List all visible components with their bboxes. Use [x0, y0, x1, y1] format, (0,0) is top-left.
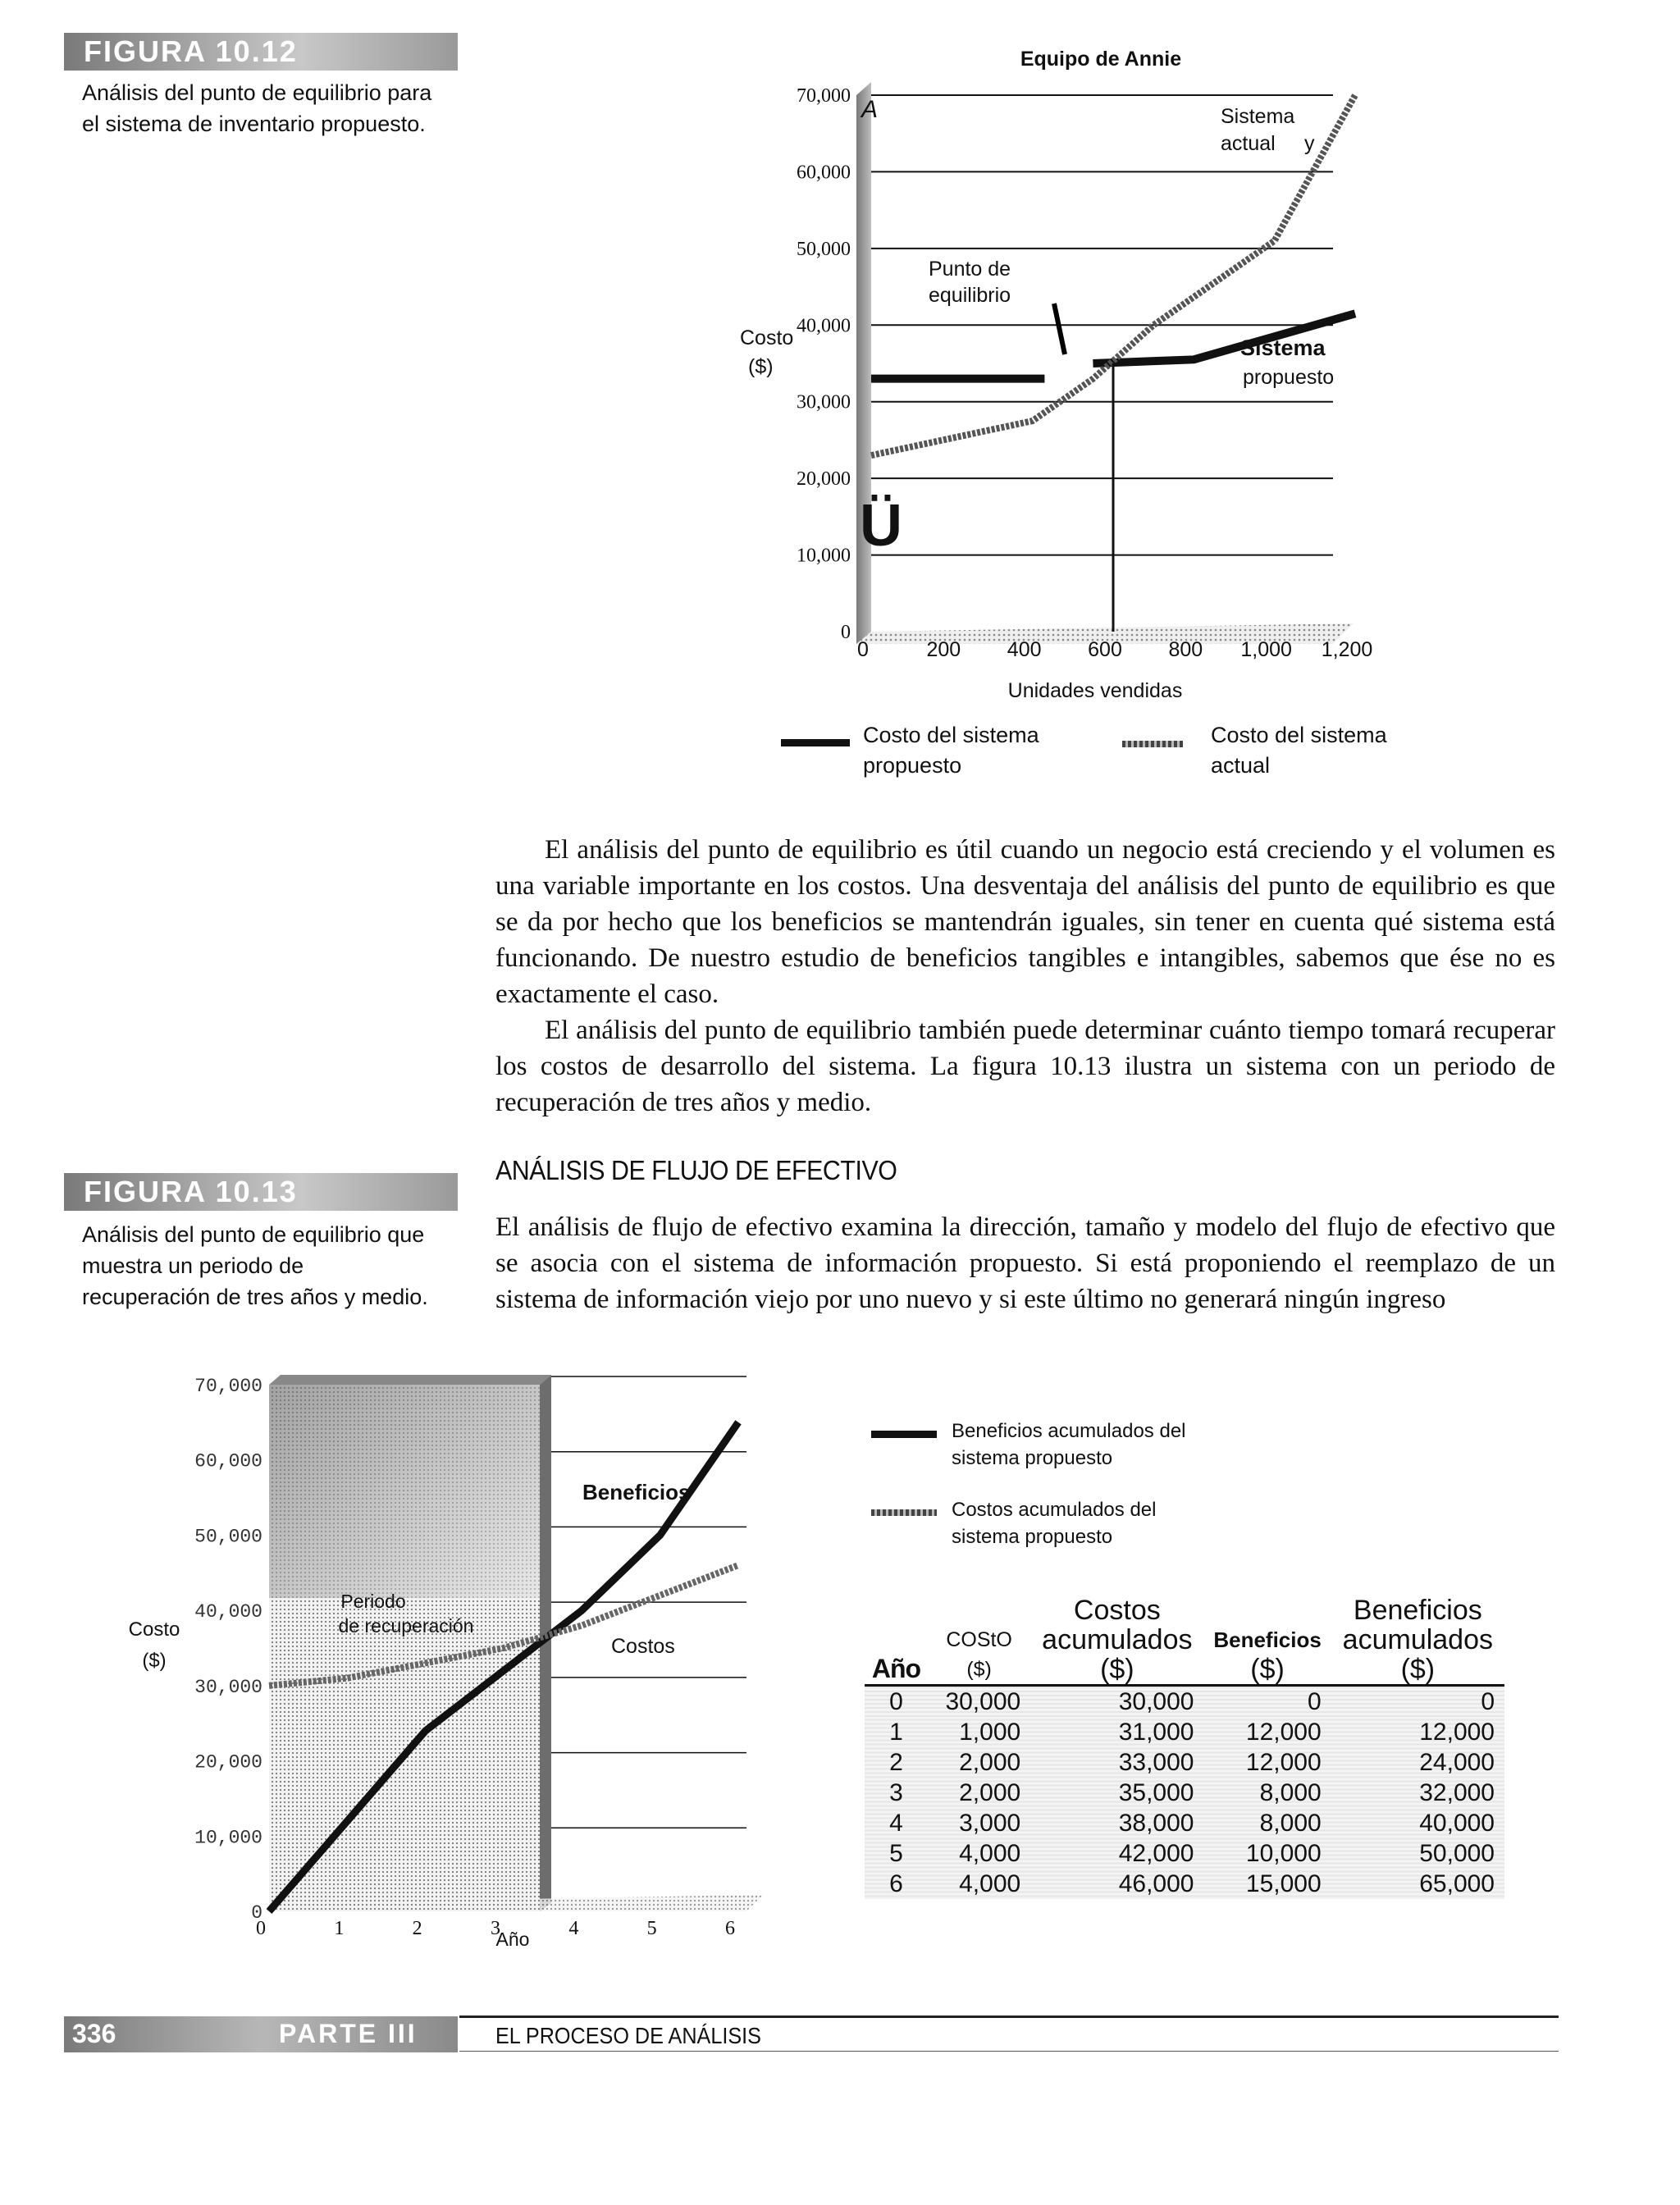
th-benefit: Beneficios ($): [1213, 1628, 1322, 1685]
y2-tick-label: 0: [251, 1902, 262, 1924]
table-row: [865, 1808, 1504, 1838]
benefits-label: Beneficios: [582, 1480, 691, 1504]
table-cell: 31,000: [1118, 1718, 1194, 1746]
y2-tick-label: 30,000: [194, 1676, 262, 1698]
table-row: [865, 1869, 1504, 1899]
body-text-2: [495, 1209, 1555, 1317]
figure-12-caption: Análisis del punto de equilibrio para el sistema de inventario propuesto.: [82, 80, 432, 136]
figure-13-tag: FIGURA 10.13: [84, 1175, 298, 1208]
payback-table-wrap: [865, 1596, 1504, 1899]
table-cell: 1,000: [959, 1718, 1021, 1746]
table-row: [865, 1838, 1504, 1869]
table-cell: 42,000: [1118, 1839, 1194, 1867]
footer-rule: [459, 2016, 1559, 2018]
table-cell: 30,000: [945, 1687, 1021, 1715]
y2-tick-label: 70,000: [194, 1376, 262, 1397]
x2-tick-label: 5: [646, 1918, 657, 1939]
legend-costs: Costos acumulados del sistema propuesto: [952, 1499, 1157, 1548]
table-cell: 8,000: [1259, 1778, 1322, 1806]
table-cell: 6: [889, 1869, 903, 1897]
table-cell: 2,000: [959, 1778, 1021, 1806]
footer-section: EL PROCESO DE ANÁLISIS: [495, 2023, 761, 2048]
table-row: [865, 1778, 1504, 1808]
actual-label-1: Sistema: [1221, 105, 1295, 128]
costs-label: Costos: [611, 1635, 675, 1658]
x2-tick-label: 4: [568, 1918, 579, 1939]
y2-tick-label: 10,000: [194, 1827, 262, 1849]
figure-13-caption: Análisis del punto de equilibrio que muestra un periodo de recuperación de tres años y medio.: [82, 1222, 428, 1309]
table-cell: 50,000: [1419, 1839, 1495, 1867]
th-cost: COStO ($): [946, 1628, 1012, 1681]
payback-region-shade: [269, 1385, 540, 1598]
table-cell: 8,000: [1259, 1809, 1322, 1837]
actual-label-mark: y: [1304, 132, 1315, 155]
wall-letter-a: A: [861, 96, 879, 123]
legend-proposed: Costo del sistema propuesto: [863, 723, 1039, 778]
payback-table: [865, 1596, 1504, 1899]
table-row: [865, 1717, 1504, 1747]
figure-12-tag: FIGURA 10.12: [84, 34, 298, 68]
y-tick-label: 10,000: [797, 545, 851, 567]
table-cell: 35,000: [1118, 1778, 1194, 1806]
actual-label-2: actual: [1221, 132, 1276, 155]
payback-label-1: Periodo: [340, 1591, 406, 1612]
table-cell: 46,000: [1118, 1869, 1194, 1897]
x-tick-label: 1,000: [1240, 638, 1292, 661]
payback-chart: [123, 1362, 779, 1952]
footer-rule-bottom: [459, 2051, 1559, 2052]
y-tick-label: 20,000: [797, 468, 851, 491]
breakeven-pointer: [1054, 304, 1065, 354]
table-cell: 4,000: [959, 1839, 1021, 1867]
x-tick-label: 400: [1007, 638, 1042, 661]
chart-title: Equipo de Annie: [1020, 48, 1182, 71]
y-tick-label: 30,000: [797, 391, 851, 413]
payback-label-2: de recuperación: [338, 1615, 474, 1637]
table-cell: 32,000: [1419, 1778, 1495, 1806]
breakeven-label-2: equilibrio: [929, 284, 1011, 307]
table-cell: 12,000: [1419, 1718, 1495, 1746]
table-cell: 2: [889, 1748, 903, 1776]
table-cell: 12,000: [1245, 1748, 1322, 1776]
table-cell: 15,000: [1245, 1869, 1322, 1897]
th-cum-cost: Costos acumulados ($): [1042, 1595, 1193, 1685]
x2-tick-label: 1: [334, 1918, 345, 1939]
table-cell: 3,000: [959, 1809, 1021, 1837]
x2-tick-label: 6: [725, 1918, 735, 1939]
payback-top: [269, 1375, 551, 1385]
table-cell: 38,000: [1118, 1809, 1194, 1837]
y-tick-label: 60,000: [797, 162, 851, 184]
x2-tick-label: 3: [491, 1918, 500, 1939]
breakeven-label-1: Punto de: [929, 258, 1011, 281]
legend-benefits: Beneficios acumulados del sistema propuesto: [952, 1420, 1186, 1469]
legend-swatch-proposed: [781, 739, 850, 746]
breakeven-chart: [697, 33, 1378, 702]
table-cell: 4,000: [959, 1869, 1021, 1897]
paragraph-3: El análisis de flujo de efectivo examina la dirección, tamaño y modelo del flujo de efectivo que se asocia con el sistema de información propuesto. Si está proponiendo el reemplazo de un sistema de información viejo por uno nuevo y si este último no generará ningún ingreso: [495, 1212, 1555, 1314]
table-cell: 1: [889, 1718, 903, 1746]
x2-tick-label: 0: [256, 1918, 266, 1939]
x-tick-label: 1,200: [1321, 638, 1373, 661]
legend-swatch-benefits: [871, 1431, 937, 1438]
x2-tick-label: 2: [412, 1918, 422, 1939]
paragraph-1: El análisis del punto de equilibrio es útil cuando un negocio está creciendo y el volumen es una variable importante en los costos. Una desventaja del análisis del punto de equilibrio es que se da por hecho que los beneficios se mantendrán iguales, sin tener en cuenta qué sistema está funcionando. De nuestro estudio de beneficios tangibles e intangibles, sabemos que ése no es exactamente el caso.: [495, 835, 1555, 1009]
legend-swatch-costs: [871, 1509, 937, 1516]
table-row: [865, 1686, 1504, 1718]
y-tick-label: 50,000: [797, 238, 851, 260]
y-tick-label: 70,000: [797, 85, 851, 107]
table-cell: 33,000: [1118, 1748, 1194, 1776]
x-tick-label: 800: [1168, 638, 1203, 661]
table-cell: 12,000: [1245, 1718, 1322, 1746]
table-cell: 5: [889, 1839, 903, 1867]
y-tick-label: 40,000: [797, 315, 851, 337]
table-cell: 4: [889, 1809, 903, 1837]
x-tick-label: 600: [1088, 638, 1122, 661]
proposed-label-2: propuesto: [1243, 366, 1335, 389]
table-cell: 40,000: [1419, 1809, 1495, 1837]
footer-part: PARTE III: [279, 2019, 418, 2048]
body-text: [495, 832, 1555, 1121]
x-axis-label-2: Año: [495, 1929, 530, 1950]
y2-tick-label: 40,000: [194, 1601, 262, 1623]
table-cell: 65,000: [1419, 1869, 1495, 1897]
table-cell: 10,000: [1245, 1839, 1322, 1867]
table-row: [865, 1747, 1504, 1778]
table-cell: 2,000: [959, 1748, 1021, 1776]
y2-tick-label: 50,000: [194, 1526, 262, 1548]
y2-tick-label: 20,000: [194, 1751, 262, 1774]
table-cell: 30,000: [1118, 1687, 1194, 1715]
x-tick-label: 200: [926, 638, 961, 661]
wall-letter-u: Ü: [860, 493, 902, 559]
chart-side-wall: [856, 82, 871, 644]
section-title: ANÁLISIS DE FLUJO DE EFECTIVO: [495, 1155, 897, 1185]
paragraph-2: El análisis del punto de equilibrio también puede determinar cuánto tiempo tomará recuperar los costos de desarrollo del sistema. La figura 10.13 ilustra un sistema con un periodo de recuperación de tres años y medio.: [495, 1016, 1555, 1117]
y-axis-label-unit: ($): [748, 355, 774, 378]
y2-tick-label: 60,000: [194, 1450, 262, 1472]
y-axis-label: Costo: [740, 326, 794, 349]
legend-actual: Costo del sistema actual: [1211, 723, 1387, 778]
y-tick-label: 0: [841, 622, 851, 643]
table-cell: 0: [1308, 1687, 1322, 1715]
th-year: Año: [871, 1654, 921, 1683]
x-tick-label: 0: [857, 638, 869, 661]
legend-swatch-actual: [1122, 741, 1183, 747]
proposed-label-1: Sistema: [1240, 336, 1326, 360]
table-cell: 3: [889, 1778, 903, 1806]
table-cell: 24,000: [1419, 1748, 1495, 1776]
th-cum-benefit: Beneficios acumulados ($): [1342, 1595, 1494, 1685]
y-axis-label-2: Costo ($): [128, 1618, 180, 1672]
table-cell: 0: [889, 1687, 903, 1715]
table-cell: 0: [1481, 1687, 1495, 1715]
x-axis-label: Unidades vendidas: [1007, 679, 1183, 702]
footer-page-number: 336: [72, 2019, 116, 2048]
